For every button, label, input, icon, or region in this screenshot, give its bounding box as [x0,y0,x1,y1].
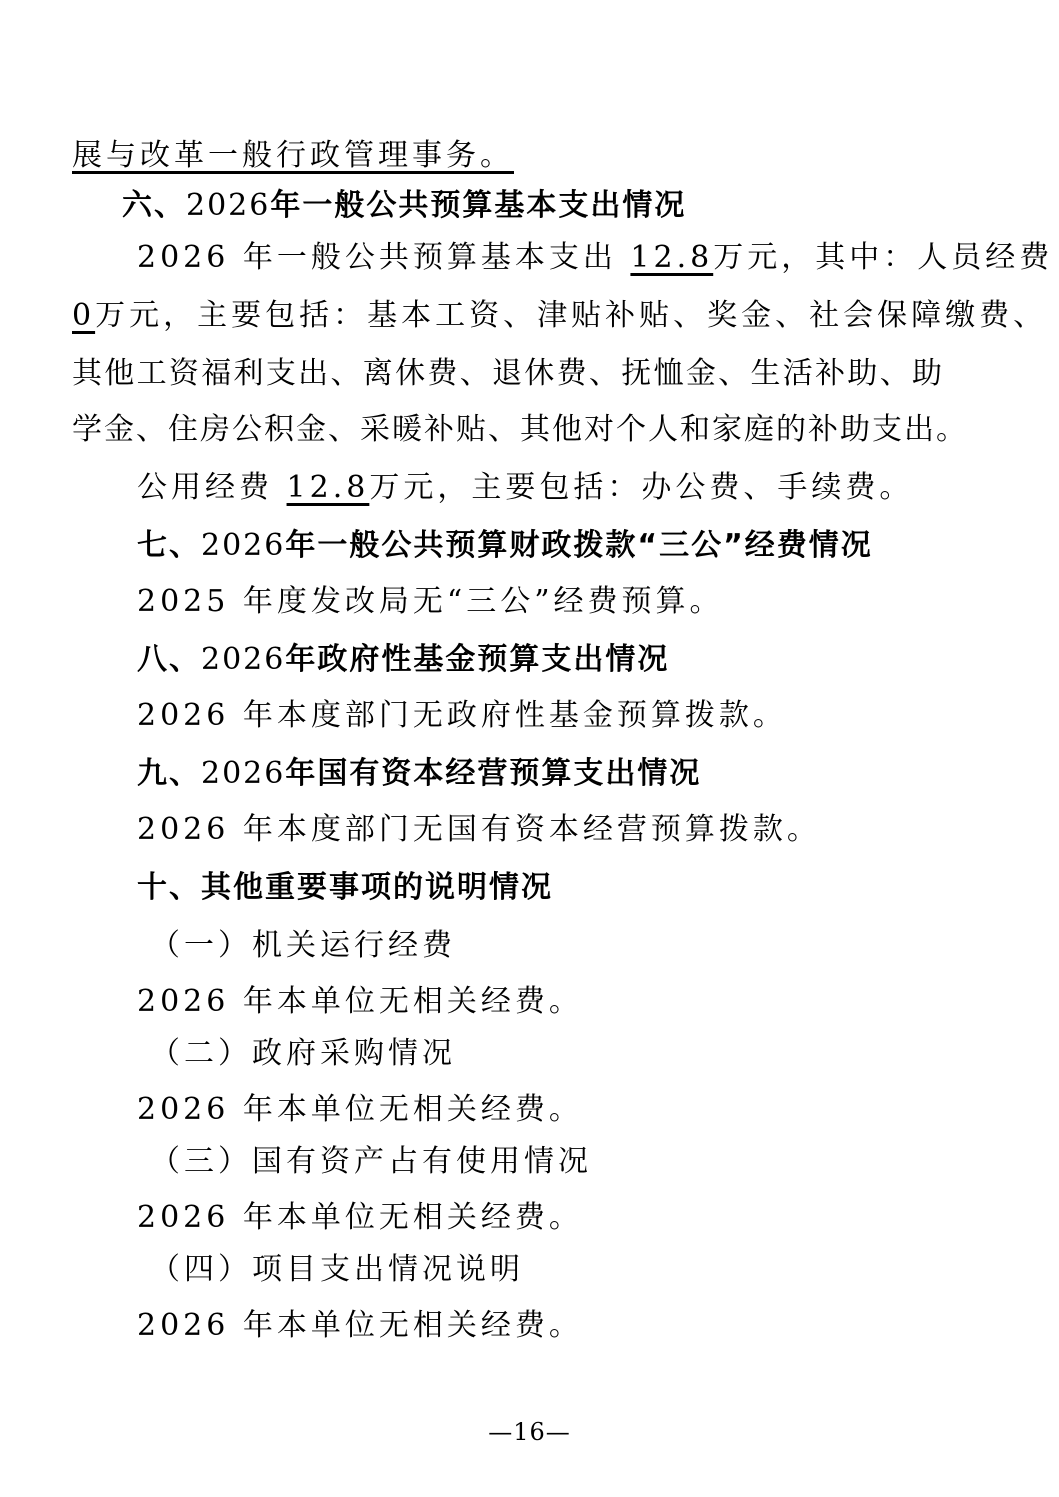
section-9-year: 2026 [201,756,286,791]
public-expense-amount: 12.8 [286,470,370,505]
subsection-3-heading: （三）国有资产占有使用情况 [150,1144,592,1179]
subsection-3-body: 2026 年本单位无相关经费。 [137,1200,583,1235]
section-6-prefix: 六、 [122,188,186,223]
public-expense-text: 公用经费 [137,470,287,505]
section-6-paragraph-line-2 [72,296,1048,336]
basic-expenditure-amount: 12.8 [630,240,714,275]
section-7-body: 2025 年度发改局无“三公”经费预算。 [137,584,724,619]
section-7-title: 年一般公共预算财政拨款“三公”经费情况 [285,528,873,563]
continuation-line [72,136,952,176]
section-8-heading [137,640,1017,680]
subsection-2-heading: （二）政府采购情况 [150,1036,456,1071]
section-6-heading [122,186,1002,226]
section-6-p1-text: 2026 年一般公共预算基本支出 [137,240,631,275]
section-6-paragraph-line-4: 学金、住房公积金、采暖补贴、其他对个人和家庭的补助支出。 [72,412,968,447]
section-6-title: 年一般公共预算基本支出情况 [270,188,687,223]
section-6-p1-text-2: 万元，其中：人员经费 [713,240,1054,275]
section-8-title: 年政府性基金预算支出情况 [285,642,670,677]
section-10-heading: 十、其他重要事项的说明情况 [137,870,553,905]
section-6-year: 2026 [186,188,271,223]
public-expense-text-2: 万元，主要包括：办公费、手续费。 [369,470,914,505]
subsection-4-heading: （四）项目支出情况说明 [150,1252,524,1287]
section-9-title: 年国有资本经营预算支出情况 [285,756,702,791]
public-expense-line [137,468,1017,508]
section-8-body: 2026 年本度部门无政府性基金预算拨款。 [137,698,787,733]
page-number: —16— [488,1418,571,1446]
section-8-year: 2026 [201,642,286,677]
section-7-heading [137,526,1017,566]
subsection-2-body: 2026 年本单位无相关经费。 [137,1092,583,1127]
section-6-p2-text: 万元，主要包括：基本工资、津贴补贴、奖金、社会保障缴费、 [95,298,1048,333]
section-6-paragraph-line-3: 其他工资福利支出、离休费、退休费、抚恤金、生活补助、助 [72,356,944,391]
continuation-text: 展与改革一般行政管理事务。 [72,138,514,173]
subsection-1-body: 2026 年本单位无相关经费。 [137,984,583,1019]
section-8-prefix: 八、 [137,642,201,677]
subsection-1-heading: （一）机关运行经费 [150,928,456,963]
section-7-prefix: 七、 [137,528,201,563]
section-9-prefix: 九、 [137,756,201,791]
personnel-expense-amount: 0 [72,298,96,333]
section-6-paragraph-line-1 [137,238,1054,278]
section-9-heading [137,754,1017,794]
subsection-4-body: 2026 年本单位无相关经费。 [137,1308,583,1343]
section-9-body: 2026 年本度部门无国有资本经营预算拨款。 [137,812,821,847]
section-7-year: 2026 [201,528,286,563]
